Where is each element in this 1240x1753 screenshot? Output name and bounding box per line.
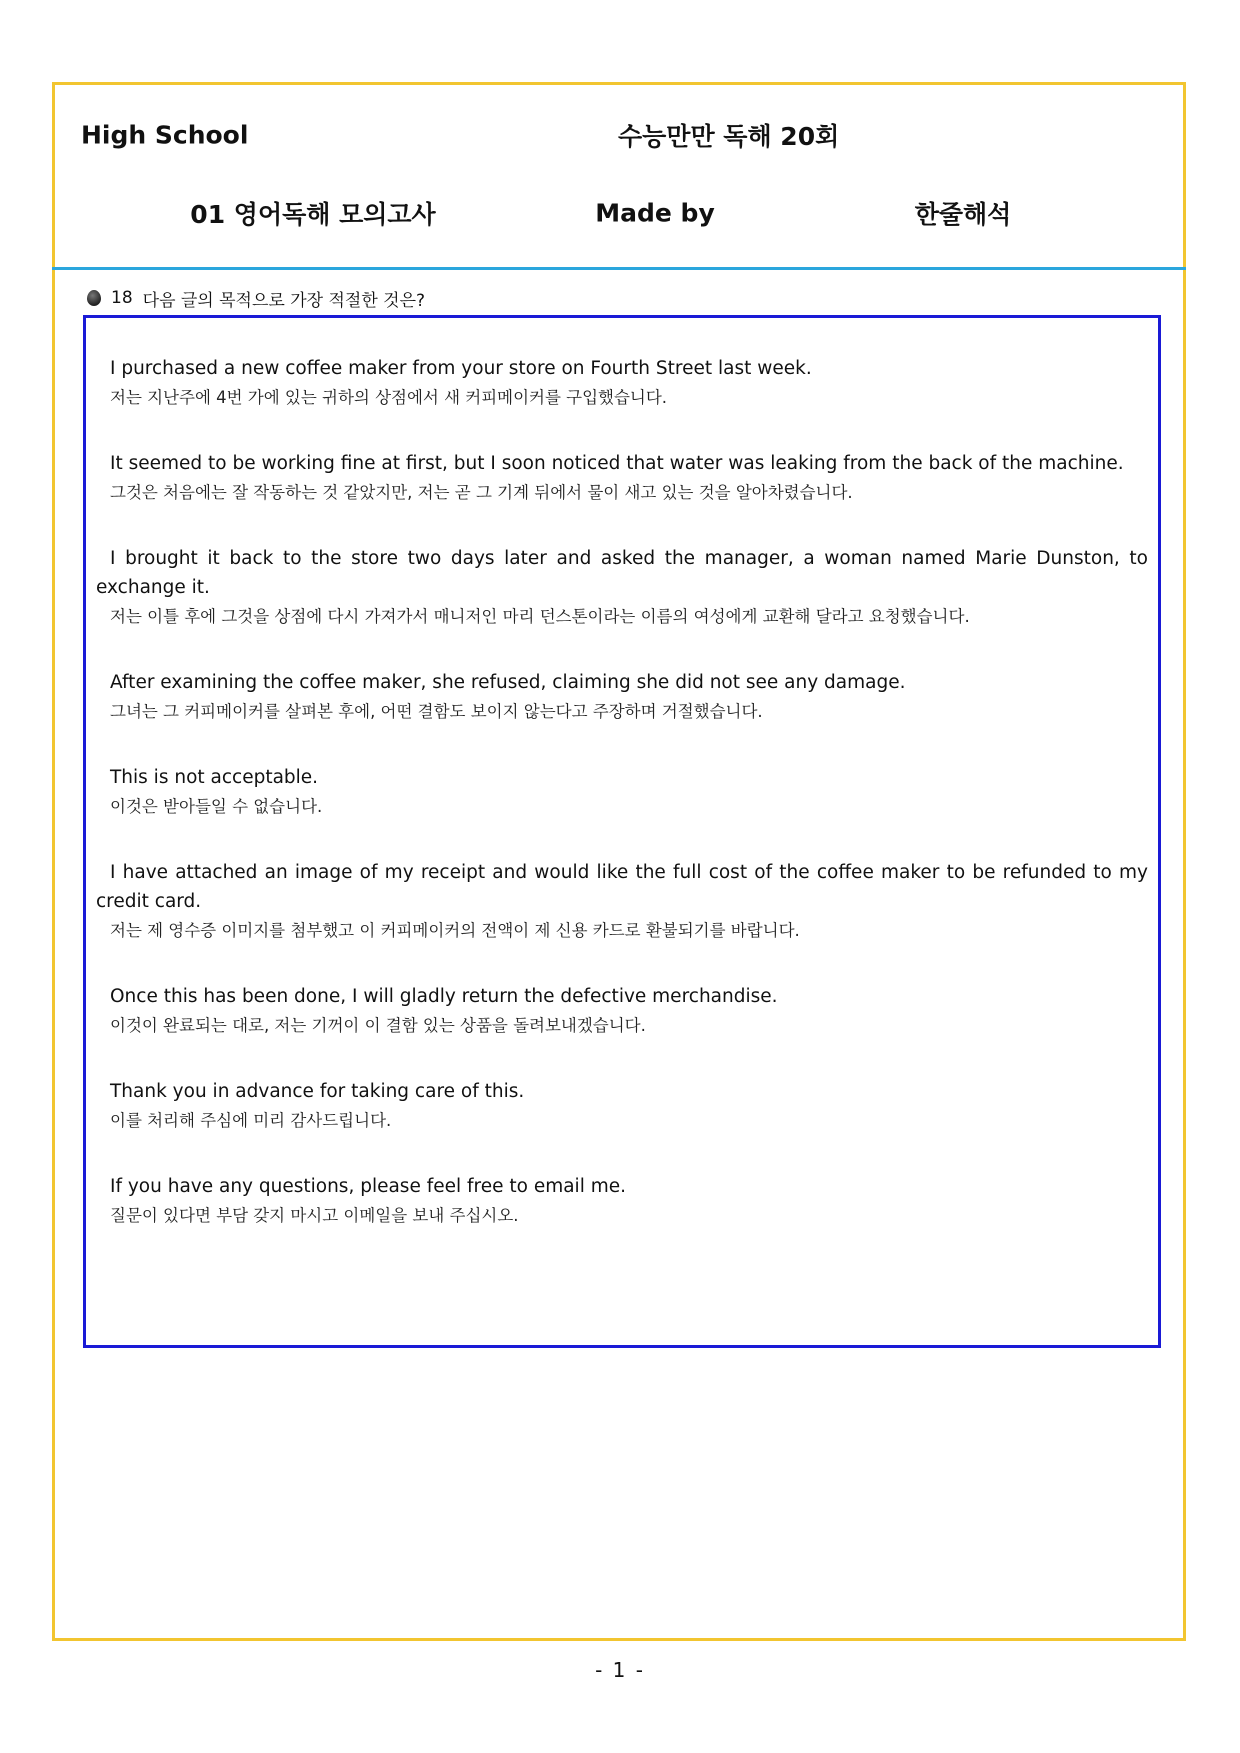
english-sentence: I purchased a new coffee maker from your store on Fourth Street last week.: [110, 358, 812, 379]
sentence-pair: [96, 858, 1148, 946]
series-title: 수능만만 독해 20회: [618, 122, 840, 151]
korean-translation: 저는 이틀 후에 그것을 상점에 다시 가져가서 매니저인 마리 던스톤이라는 이름의 여성에게 교환해 달라고 요청했습니다.: [110, 607, 970, 626]
sentence-pair: [96, 982, 1148, 1041]
page-number: - 1 -: [595, 1658, 645, 1682]
bullet-icon: [87, 290, 101, 306]
header-divider: [52, 267, 1186, 270]
english-sentence: Thank you in advance for taking care of this.: [110, 1081, 525, 1102]
sentence-pair: [96, 449, 1148, 508]
korean-translation: 이것은 받아들일 수 없습니다.: [110, 797, 323, 816]
page-frame: [52, 82, 1186, 1641]
korean-translation: 이를 처리해 주심에 미리 감사드립니다.: [110, 1111, 392, 1130]
english-sentence: This is not acceptable.: [110, 767, 319, 788]
sentence-pair: [96, 763, 1148, 822]
english-sentence: It seemed to be working fine at first, but I soon noticed that water was leaking from the back of the machine.: [110, 453, 1124, 474]
korean-translation: 저는 제 영수증 이미지를 첨부했고 이 커피메이커의 전액이 제 신용 카드로 환불되기를 바랍니다.: [110, 921, 800, 940]
english-sentence: If you have any questions, please feel free to email me.: [110, 1176, 627, 1197]
author-label: 한줄해석: [914, 200, 1012, 229]
question-number: 18: [111, 288, 133, 308]
subheader-row: [55, 175, 1183, 245]
made-by-label: Made by: [595, 198, 715, 228]
korean-translation: 저는 지난주에 4번 가에 있는 귀하의 상점에서 새 커피메이커를 구입했습니다.: [110, 388, 668, 407]
korean-translation: 질문이 있다면 부담 갖지 마시고 이메일을 보내 주십시오.: [110, 1206, 519, 1225]
header-row: [55, 85, 1183, 165]
sentence-pair: [96, 354, 1148, 413]
exam-title: 01 영어독해 모의고사: [190, 200, 436, 229]
sentence-pair: [96, 544, 1148, 632]
korean-translation: 그녀는 그 커피메이커를 살펴본 후에, 어떤 결함도 보이지 않는다고 주장하며 거절했습니다.: [110, 702, 763, 721]
english-sentence: After examining the coffee maker, she refused, claiming she did not see any damage.: [110, 672, 906, 693]
english-sentence: I have attached an image of my receipt and would like the full cost of the coffee maker to be refunded to my credit card.: [96, 862, 1148, 912]
english-sentence: Once this has been done, I will gladly return the defective merchandise.: [110, 986, 778, 1007]
korean-translation: 이것이 완료되는 대로, 저는 기꺼이 이 결함 있는 상품을 돌려보내겠습니다.: [110, 1016, 646, 1035]
question-heading: [87, 285, 425, 311]
sentence-pair: [96, 1077, 1148, 1136]
sentence-pair: [96, 668, 1148, 727]
school-label: High School: [81, 120, 249, 150]
english-sentence: I brought it back to the store two days later and asked the manager, a woman named Marie Dunston, to exchange it.: [96, 548, 1148, 598]
sentence-pair: [96, 1172, 1148, 1231]
korean-translation: 그것은 처음에는 잘 작동하는 것 같았지만, 저는 곧 그 기계 뒤에서 물이 새고 있는 것을 알아차렸습니다.: [110, 483, 853, 502]
question-prompt: 다음 글의 목적으로 가장 적절한 것은?: [142, 290, 426, 311]
passage-box: [83, 315, 1161, 1348]
